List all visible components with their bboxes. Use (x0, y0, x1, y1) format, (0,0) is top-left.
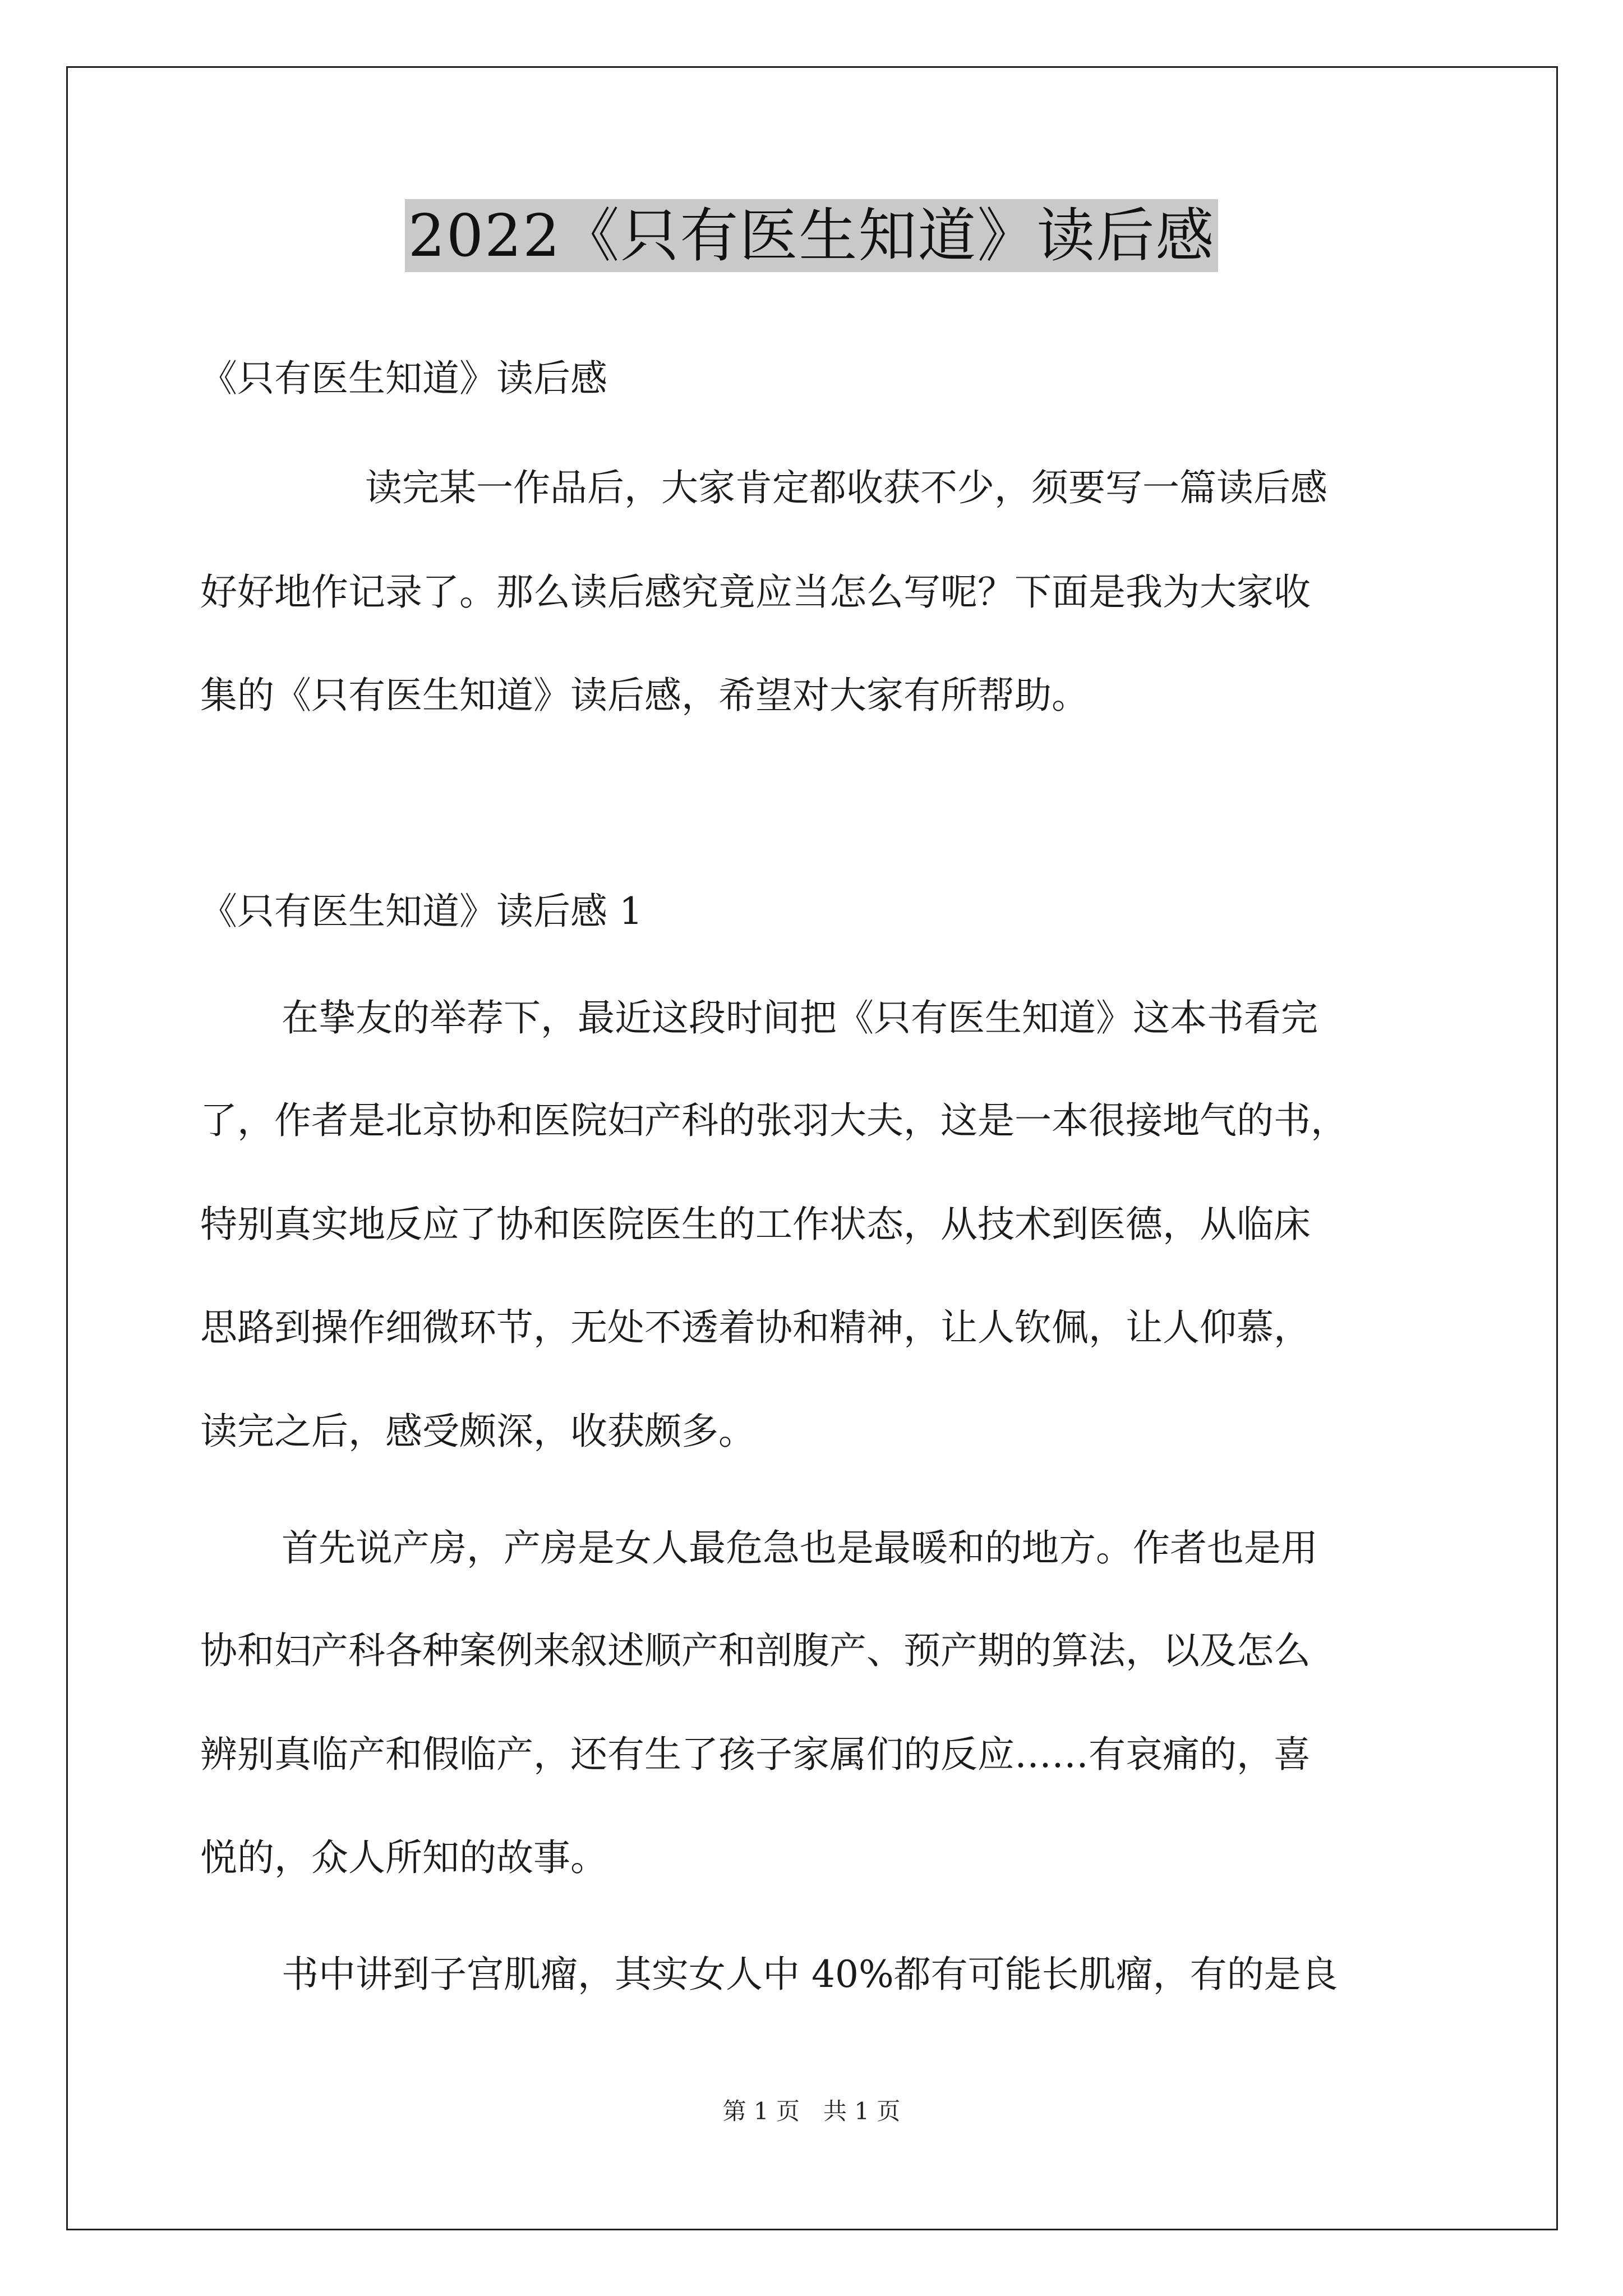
paragraph-line: 首先说产房，产房是女人最危急也是最暖和的地方。作者也是用 (282, 1526, 1318, 1570)
intro-line: 集的《只有医生知道》读后感，希望对大家有所帮助。 (200, 674, 1089, 717)
paragraph-line: 在挚友的举荐下，最近这段时间把《只有医生知道》这本书看完 (282, 996, 1318, 1039)
page-footer: 第 1 页 共 1 页 (722, 2097, 901, 2125)
paragraph-line: 协和妇产科各种案例来叙述顺产和剖腹产、预产期的算法，以及怎么 (200, 1629, 1311, 1672)
paragraph-line: 了，作者是北京协和医院妇产科的张羽大夫，这是一本很接地气的书， (200, 1099, 1348, 1142)
document-title: 2022《只有医生知道》读后感 (405, 199, 1219, 272)
paragraph-line: 思路到操作细微环节，无处不透着协和精神，让人钦佩，让人仰慕， (200, 1306, 1311, 1349)
paragraph-line: 特别真实地反应了协和医院医生的工作状态，从技术到医德，从临床 (200, 1203, 1311, 1246)
paragraph-line: 书中讲到子宫肌瘤，其实女人中 40%都有可能长肌瘤，有的是良 (282, 1953, 1338, 1996)
paragraph-line: 辨别真临产和假临产，还有生了孩子家属们的反应……有哀痛的，喜 (200, 1733, 1311, 1776)
title-container (0, 199, 1623, 272)
intro-line: 好好地作记录了。那么读后感究竟应当怎么写呢？下面是我为大家收 (200, 570, 1311, 614)
intro-line: 读完某一作品后，大家肯定都收获不少，须要写一篇读后感 (365, 466, 1327, 509)
document-subtitle: 《只有医生知道》读后感 (200, 357, 607, 400)
section-heading: 《只有医生知道》读后感 1 (200, 890, 643, 933)
paragraph-line: 读完之后，感受颇深，收获颇多。 (200, 1410, 755, 1453)
paragraph-line: 悦的，众人所知的故事。 (200, 1836, 607, 1879)
